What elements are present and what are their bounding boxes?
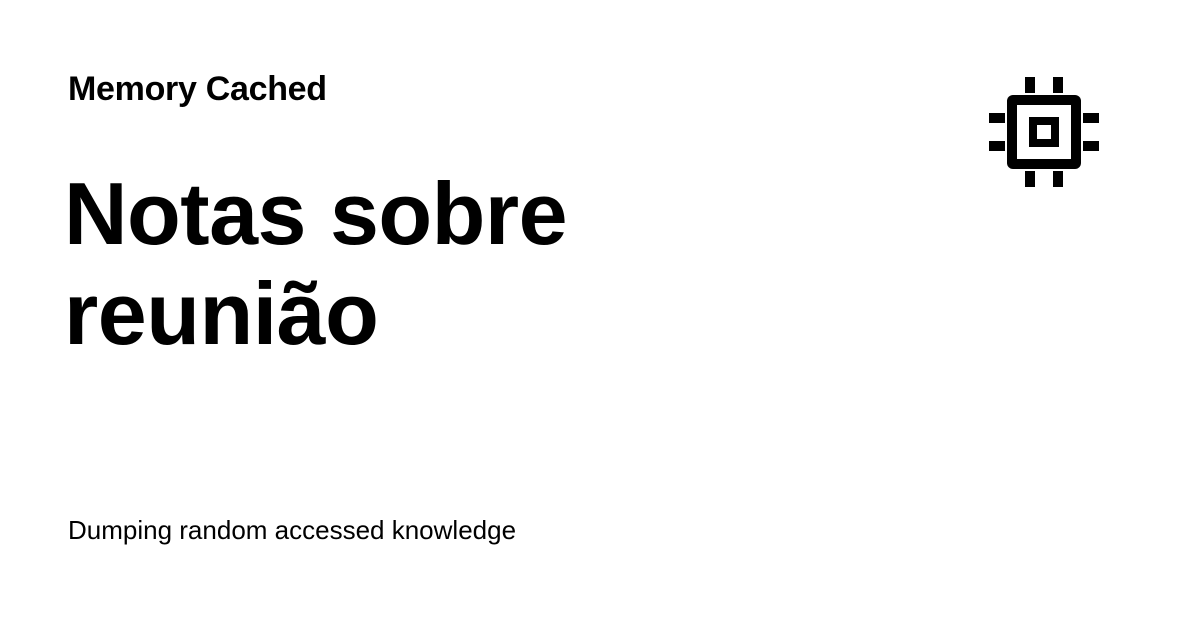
site-name: Memory Cached [68, 70, 327, 108]
page-title: Notas sobre reunião [64, 164, 568, 363]
cpu-chip-icon [989, 77, 1099, 187]
site-tagline: Dumping random accessed knowledge [68, 515, 517, 545]
